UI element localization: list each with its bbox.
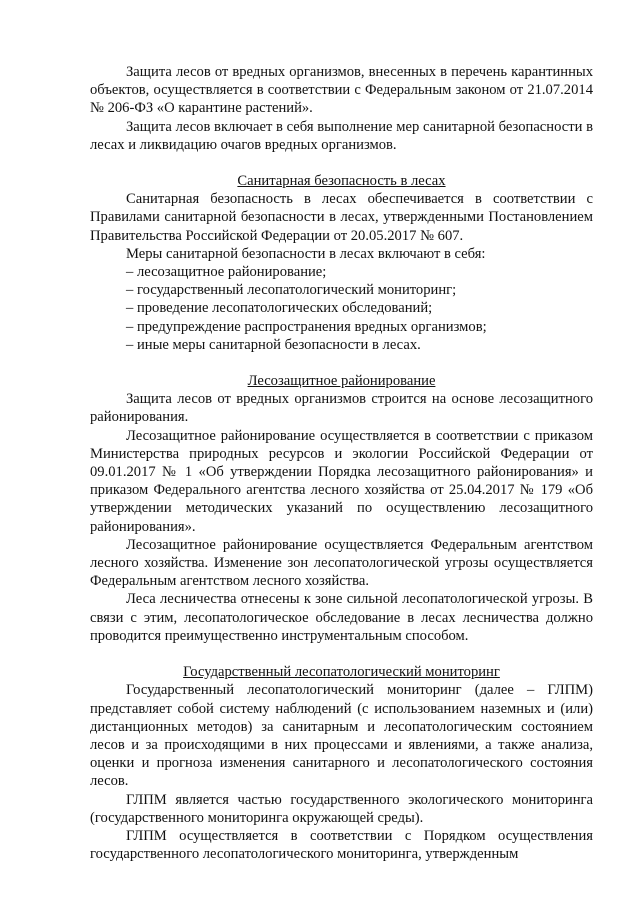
section-heading: Лесозащитное районирование — [247, 373, 436, 390]
paragraph: Лесозащитное районирование осуществляется в соответствии с приказом Министерства природных ресурсов и экологии Российской Федерации от 09.01.2017 № 1 «Об утверждении Порядка лесозащитного районирования» и приказом Федерального агентства лесного хозяйства от 25.04.2017 № 179 «Об утверждении методических указаний по осуществлению лесозащитного районирования». — [90, 427, 593, 535]
spacer — [90, 154, 593, 172]
paragraph: Государственный лесопатологический мониторинг (далее – ГЛПМ) представляет собой систему наблюдений (с использованием наземных и (или) дистанционных методов) за санитарным и лесопатологическим состоянием лесов и за происходящими в них процессами и явлениями, а также анализа, оценки и прогноза изменения санитарного и лесопатологического состояния лесов. — [90, 682, 593, 790]
paragraph: ГЛПМ осуществляется в соответствии с Порядком осуществления государственного лесопатологического мониторинга, утвержденным — [90, 827, 593, 863]
paragraph: Защита лесов от вредных организмов, внесенных в перечень карантинных объектов, осуществляется в соответствии с Федеральным законом от 21.07.2014 № 206-ФЗ «О карантине растений». — [90, 64, 593, 117]
spacer — [90, 645, 593, 663]
paragraph: Защита лесов включает в себя выполнение мер санитарной безопасности в лесах и ликвидацию очагов вредных организмов. — [90, 118, 593, 153]
section-heading: Санитарная безопасность в лесах — [237, 173, 446, 190]
paragraph: Санитарная безопасность в лесах обеспечивается в соответствии с Правилами санитарной безопасности в лесах, утвержденными Постановлением Правительства Российской Федерации от 20.05.2017 № 607. — [90, 191, 593, 244]
list-item: – лесозащитное районирование; — [126, 264, 327, 281]
paragraph: Защита лесов от вредных организмов строится на основе лесозащитного районирования. — [90, 391, 593, 426]
list-item: – иные меры санитарной безопасности в лесах. — [126, 336, 421, 353]
section-heading: Государственный лесопатологический мониторинг — [183, 664, 500, 681]
list-item: – государственный лесопатологический мониторинг; — [126, 282, 457, 299]
paragraph: ГЛПМ является частью государственного экологического мониторинга (государственного мониторинга окружающей среды). — [90, 791, 593, 826]
paragraph: Леса лесничества отнесены к зоне сильной лесопатологической угрозы. В связи с этим, лесопатологическое обследование в лесах лесничества должно проводится преимущественно инструментальным способом. — [90, 591, 593, 644]
paragraph: Меры санитарной безопасности в лесах включают в себя: — [126, 245, 486, 262]
paragraph: Лесозащитное районирование осуществляется Федеральным агентством лесного хозяйства. Изменение зон лесопатологической угрозы осуществляется Федеральным агентством лесного хозяйства. — [90, 536, 593, 590]
list-item: – проведение лесопатологических обследований; — [126, 300, 433, 317]
spacer — [90, 354, 593, 372]
list-item: – предупреждение распространения вредных организмов; — [126, 318, 487, 335]
